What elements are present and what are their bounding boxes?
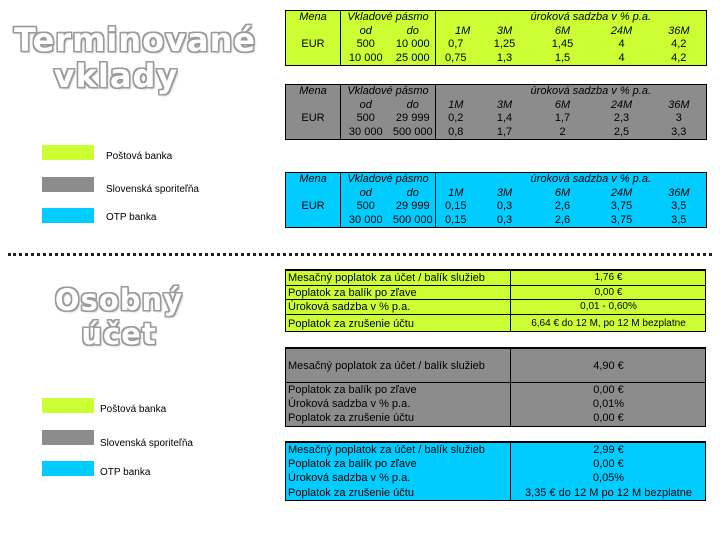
term-24m: 24M (610, 98, 633, 111)
fee-row (286, 382, 705, 397)
fee-value: 0,00 € (593, 412, 624, 424)
band-to: 25 000 (395, 51, 430, 64)
rate-cell: 0,2 (436, 112, 476, 126)
rate-cell: 1,45 (551, 38, 574, 50)
legend-label-otp-2: OTP banka (100, 467, 151, 478)
rate-cell: 4,2 (671, 38, 687, 50)
term-1m: 1M (436, 99, 476, 113)
fee-row (286, 270, 705, 285)
fee-value: 0,00 € (593, 384, 624, 396)
band-header: Vkladové pásmo (341, 85, 436, 99)
term-3m: 3M (496, 24, 513, 37)
term-36m: 36M (668, 24, 690, 37)
legend-swatch-postova (42, 145, 94, 160)
fee-value: 0,01 - 0,60% (580, 301, 637, 312)
rate-header: úroková sadzba v % p.a. (530, 173, 652, 185)
deposits-heading-line1: Terminované (14, 21, 257, 59)
legend-label-slsp: Slovenská sporiteľňa (106, 184, 199, 195)
term-3m: 3M (496, 186, 513, 199)
to-label: do (406, 186, 419, 199)
rate-cell: 3,75 (610, 200, 633, 212)
rate-cell: 2,6 (554, 200, 571, 212)
rate-cell: 1,7 (554, 112, 571, 124)
fee-row (286, 442, 705, 457)
rate-cell: 1,7 (496, 125, 513, 138)
fee-value: 0,00 € (593, 457, 624, 470)
fee-label: Mesačný poplatok za účet / balík služieb (288, 272, 485, 284)
fee-value: 0,01% (592, 397, 625, 410)
fee-label: Poplatok za zrušenie účtu (288, 317, 414, 330)
account-table-postova (285, 269, 706, 332)
section-divider (8, 253, 712, 256)
rate-cell: 0,8 (436, 126, 476, 140)
term-6m: 6M (554, 24, 571, 37)
fee-row (286, 411, 705, 426)
currency-header: Mena (299, 173, 327, 185)
rate-cell: 2 (559, 125, 566, 138)
band-header: Vkladové pásmo (341, 173, 436, 187)
fee-row (286, 314, 705, 331)
fee-label: Mesačný poplatok za účet / balík služieb (288, 444, 485, 456)
term-36m: 36M (668, 98, 690, 111)
deposits-heading (14, 21, 257, 95)
fee-label: Poplatok za balík po zľave (288, 384, 417, 396)
deposit-table-slsp (285, 84, 707, 140)
fee-value: 2,99 € (593, 444, 624, 456)
band-from: 500 (341, 200, 391, 214)
band-header: Vkladové pásmo (341, 11, 436, 25)
fee-row (286, 348, 705, 382)
currency-value: EUR (301, 200, 325, 212)
deposit-table-postova (285, 10, 707, 66)
band-to: 10 000 (395, 38, 430, 50)
fee-row (286, 285, 705, 300)
band-from: 30 000 (341, 214, 391, 228)
rate-cell: 0,15 (436, 214, 476, 228)
rate-cell: 1,4 (496, 112, 513, 124)
currency-header: Mena (299, 85, 327, 97)
rate-cell: 4 (618, 38, 625, 50)
legend-label-slsp-2: Slovenská sporiteľňa (100, 438, 193, 449)
rate-cell: 2,6 (554, 213, 571, 226)
account-table-slsp (285, 347, 706, 427)
currency-value: EUR (301, 38, 325, 50)
fee-row (286, 471, 705, 486)
rate-cell: 2,3 (613, 112, 630, 124)
rate-cell: 2,5 (613, 125, 630, 138)
term-3m: 3M (496, 98, 513, 111)
rate-header: úroková sadzba v % p.a. (530, 85, 652, 97)
fee-value: 0,05% (592, 472, 625, 484)
band-to: 500 000 (392, 213, 433, 226)
fee-label: Úroková sadzba v % p.a. (288, 301, 411, 313)
rate-header: úroková sadzba v % p.a. (530, 11, 652, 23)
term-24m: 24M (610, 186, 633, 199)
fee-label: Úroková sadzba v % p.a. (288, 397, 411, 410)
fee-label: Poplatok za balík po zľave (288, 286, 417, 299)
fee-value: 6,64 € do 12 M, po 12 M bezplatne (531, 317, 686, 329)
legend-swatch-otp-2 (42, 461, 94, 476)
currency-header: Mena (299, 11, 327, 23)
fee-value: 1,76 € (594, 272, 623, 283)
rate-cell: 1,5 (554, 51, 571, 64)
currency-value: EUR (301, 112, 325, 124)
from-label: od (341, 25, 391, 39)
rate-cell: 3,75 (610, 213, 633, 226)
rate-cell: 4,2 (671, 51, 687, 64)
fee-row (286, 457, 705, 472)
fee-row (286, 397, 705, 412)
band-from: 10 000 (341, 52, 391, 66)
legend-label-postova-2: Poštová banka (100, 404, 167, 415)
fee-label: Poplatok za zrušenie účtu (288, 412, 414, 424)
rate-cell: 4 (618, 51, 625, 64)
fee-row (286, 486, 705, 501)
to-label: do (406, 24, 419, 37)
legend-swatch-slsp-2 (42, 430, 94, 445)
rate-cell: 1,25 (493, 38, 516, 50)
rate-cell: 0,3 (496, 200, 513, 212)
fee-row (286, 299, 705, 314)
fee-label: Mesačný poplatok za účet / balík služieb (288, 360, 485, 372)
band-from: 500 (341, 38, 391, 52)
from-label: od (341, 99, 391, 113)
rate-cell: 3,5 (671, 200, 687, 212)
fee-label: Poplatok za balík po zľave (288, 457, 417, 470)
deposit-table-otp (285, 172, 707, 228)
fee-label: Poplatok za zrušenie účtu (288, 486, 414, 499)
term-1m: 1M (436, 187, 476, 201)
account-heading: Osobný účet (54, 283, 184, 351)
to-label: do (406, 98, 419, 111)
legend-swatch-postova-2 (42, 398, 94, 413)
rate-cell: 0,3 (496, 213, 513, 226)
band-to: 500 000 (392, 125, 433, 138)
from-label: od (341, 187, 391, 201)
rate-cell: 3 (675, 112, 682, 124)
rate-cell: 0,75 (436, 52, 476, 66)
term-1m: 1M (455, 25, 471, 37)
band-from: 30 000 (341, 126, 391, 140)
term-6m: 6M (554, 186, 571, 199)
rate-cell: 0,15 (436, 200, 476, 214)
term-24m: 24M (610, 24, 633, 37)
band-to: 29 999 (395, 200, 430, 212)
fee-label: Úroková sadzba v % p.a. (288, 472, 411, 484)
band-to: 29 999 (395, 112, 430, 124)
term-36m: 36M (668, 186, 690, 199)
rate-cell: 0,7 (436, 38, 476, 52)
fee-value: 4,90 € (593, 360, 624, 372)
account-table-otp (285, 441, 706, 501)
legend-label-postova: Poštová banka (106, 151, 173, 162)
deposits-heading-line2: vklady (53, 57, 179, 95)
band-from: 500 (341, 112, 391, 126)
rate-cell: 3,3 (671, 125, 687, 138)
fee-value: 0,00 € (594, 286, 623, 298)
rate-cell: 1,3 (496, 51, 513, 64)
rate-cell: 3,5 (671, 213, 687, 226)
term-6m: 6M (554, 98, 571, 111)
fee-value: 3,35 € do 12 M po 12 M bezplatne (525, 486, 692, 499)
legend-swatch-slsp (42, 177, 94, 192)
legend-label-otp: OTP banka (106, 212, 157, 223)
legend-swatch-otp (42, 208, 94, 223)
